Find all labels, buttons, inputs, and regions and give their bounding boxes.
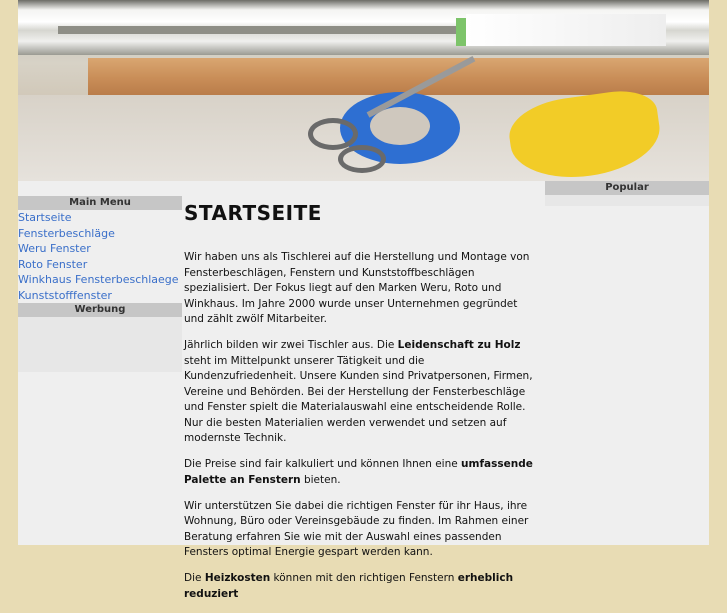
menu-item-fensterbeschlaege[interactable]: Fensterbeschläge xyxy=(18,226,115,240)
emphasis: Heizkosten xyxy=(204,572,271,584)
werbung-content xyxy=(18,317,182,372)
popular-content xyxy=(545,195,709,206)
window-frame-highlight xyxy=(466,14,666,46)
text: können mit den richtigen Fenstern xyxy=(270,572,458,584)
main-menu-heading: Main Menu xyxy=(18,196,182,210)
menu-item-roto-fenster[interactable]: Roto Fenster xyxy=(18,257,88,271)
text: steht im Mittelpunkt unserer Tätigkeit und die Kundenzufriedenheit. Unsere Kunden sind Privatpersonen, Firmen, Vereine und Behörden. Bei der Herstellung der Fensterbeschläge und Fenster spielt die Materialauswahl eine entscheidende Rolle. Nur die besten Materialien werden verwendet und setzen auf modernste Technik. xyxy=(184,354,533,444)
page xyxy=(18,0,709,600)
left-sidebar xyxy=(18,196,182,372)
paragraph-intro: Wir haben uns als Tischlerei auf die Herstellung und Montage von Fensterbeschlägen, Fenstern und Kunststoffbeschlägen spezialisiert. Der Fokus liegt auf den Marken Weru, Roto und Winkhaus. Im Jahre 2000 wurde unser Unternehmen gegründet und zählt zwölf Mitarbeiter. xyxy=(184,251,530,325)
text: Jährlich bilden wir zwei Tischler aus. Die xyxy=(184,339,398,351)
header-photo xyxy=(18,0,709,181)
werbung-heading: Werbung xyxy=(18,303,182,317)
tape-roll-center xyxy=(370,107,430,145)
main-content xyxy=(184,199,538,613)
emphasis: umfassende Palette an Fenstern xyxy=(184,458,533,486)
menu-item-weru-fenster[interactable]: Weru Fenster xyxy=(18,242,91,255)
menu-item-kunststofffenster[interactable]: Kunststofffenster xyxy=(18,288,112,302)
menu-item-winkhaus[interactable]: Winkhaus Fensterbeschlaege xyxy=(18,273,179,286)
emphasis: erheblich reduziert xyxy=(184,572,514,600)
text: Die Preise sind fair kalkuliert und können Ihnen eine xyxy=(184,458,462,470)
right-sidebar xyxy=(545,181,709,206)
popular-heading: Popular xyxy=(545,181,709,195)
emphasis: Leidenschaft zu Holz xyxy=(397,339,521,351)
menu-item-startseite[interactable]: Startseite xyxy=(18,211,72,224)
paragraph-heating xyxy=(184,571,538,602)
main-menu-list xyxy=(18,210,182,303)
paragraph-prices xyxy=(184,457,538,488)
paragraph-training xyxy=(184,338,538,447)
paragraph-support: Wir unterstützen Sie dabei die richtigen Fenster für ihr Haus, ihre Wohnung, Büro oder Vereinsgebäude zu finden. Im Rahmen einer Beratung erfahren Sie wie mit der Auswahl eines passenden Fensters optimal Energie gespart werden kann. xyxy=(184,499,529,558)
scissors-handle xyxy=(308,118,358,150)
page-title: STARTSEITE xyxy=(184,201,322,225)
window-frame-green-strip xyxy=(456,18,466,46)
text: bieten. xyxy=(300,473,341,486)
text: Die xyxy=(184,572,205,584)
scissors-handle xyxy=(338,145,386,173)
